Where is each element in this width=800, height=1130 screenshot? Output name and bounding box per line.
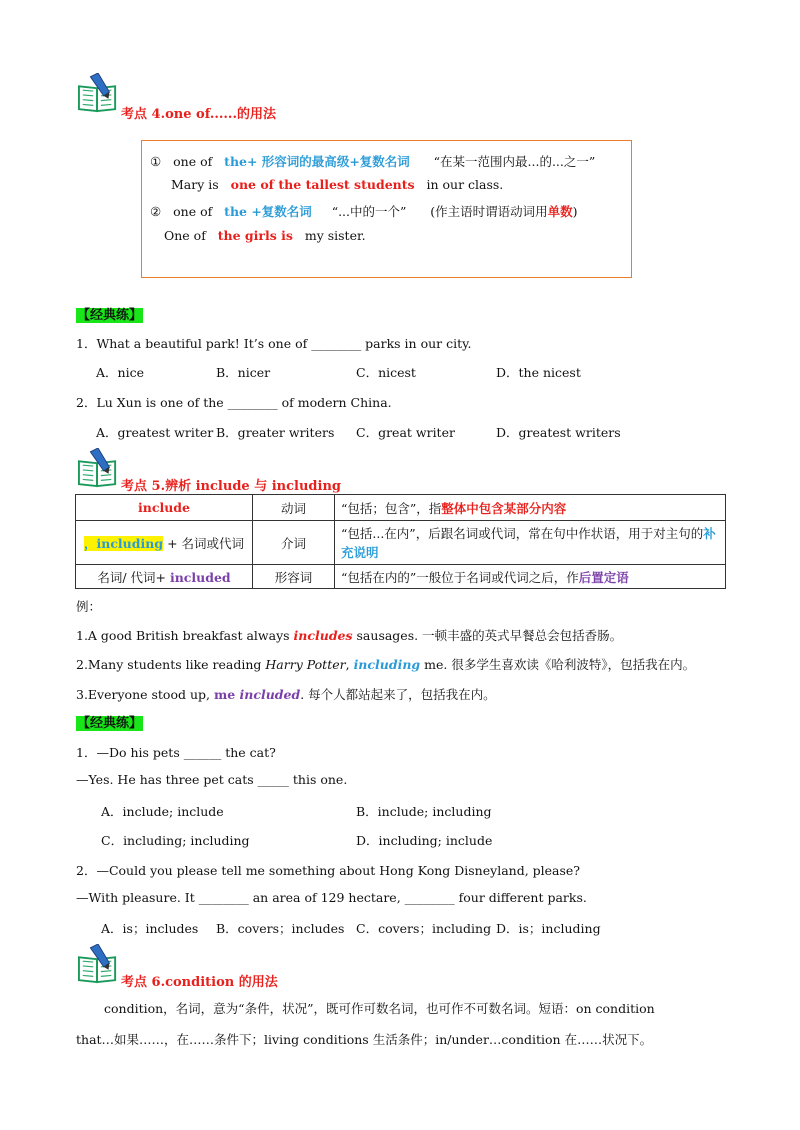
highlight-text: one of the tallest students [230, 177, 415, 192]
table-cell [76, 565, 253, 589]
table-row [76, 495, 726, 521]
cell-text: “包括在内的”一般位于名词或代词之后，作 [341, 569, 579, 585]
section-title-5: 考点 5.辨析 include 与 including [121, 479, 341, 494]
comparison-table [75, 494, 726, 589]
rule-text: the+ 形容词的最高级+复数名词 [224, 154, 410, 169]
tag-text: 【经典练】 [77, 716, 143, 731]
highlight-text: the girls is [217, 228, 293, 243]
example-2 [76, 655, 695, 673]
option-c[interactable]: C．great writer [356, 425, 455, 440]
option-d[interactable]: D．including; include [356, 833, 493, 848]
option-c[interactable]: C．nicest [356, 365, 416, 380]
option-b[interactable]: B．greater writers [216, 425, 335, 440]
example-3 [76, 685, 496, 703]
table-cell: 动词 [253, 495, 335, 521]
option-a[interactable]: A．include; include [101, 804, 224, 819]
cell-text: “包括...在内”，后跟名词或代词，常在句中作状语，用于对主句的 [341, 525, 704, 541]
text: , [345, 657, 354, 672]
text: my sister. [304, 228, 366, 243]
cell-text: + 名词或代词 [163, 535, 245, 551]
example-label: 例： [76, 599, 102, 614]
book-title: Harry Potter [265, 657, 346, 672]
table-cell [335, 565, 726, 589]
book-pencil-icon [76, 944, 120, 984]
text: One of [164, 228, 206, 243]
text: 3.Everyone stood up, [76, 687, 214, 702]
option-a[interactable]: A．nice [96, 365, 144, 380]
section-title-6: 考点 6.condition 的用法 [121, 975, 278, 990]
option-c[interactable]: C．including; including [101, 833, 250, 848]
keyword: included [239, 687, 301, 702]
table-cell [335, 495, 726, 521]
table-row [76, 565, 726, 589]
box-row-1 [150, 152, 595, 170]
row-number: ② [150, 204, 162, 219]
option-a[interactable]: A．is；includes [101, 921, 199, 936]
option-b[interactable]: B．covers；includes [216, 921, 345, 936]
section-title-4: 考点 4.one of......的用法 [121, 107, 276, 122]
tag-text: 【经典练】 [77, 308, 143, 323]
cell-text: “包括；包含”，指 [341, 500, 442, 516]
option-d[interactable]: D．is；including [496, 921, 601, 936]
option-b[interactable]: B．include; including [356, 804, 492, 819]
text: me. 很多学生喜欢读《哈利波特》，包括我在内。 [420, 657, 696, 672]
table-cell [76, 521, 253, 565]
cell-text: include [138, 500, 190, 515]
option-d[interactable]: D．greatest writers [496, 425, 621, 440]
row-number: ① [150, 154, 162, 169]
cell-text: 名词/ 代词+ [97, 569, 170, 585]
box-example-2 [164, 228, 366, 243]
highlight-text: 单数 [547, 204, 573, 219]
practice-tag [76, 304, 143, 323]
book-pencil-icon [76, 73, 120, 113]
cell-highlight: included [169, 569, 231, 585]
practice-tag [76, 712, 143, 731]
keyword: including [353, 657, 421, 672]
cell-highlight: ，including [83, 535, 164, 551]
cell-highlight: 后置定语 [578, 569, 629, 585]
text: in our class. [426, 177, 504, 192]
table-row [76, 521, 726, 565]
rule-text: the +复数名词 [224, 204, 312, 219]
question-1: 1．What a beautiful park! It’s one of ________ parks in our city. [76, 336, 472, 351]
text: one of [173, 154, 213, 169]
text: . 每个人都站起来了，包括我在内。 [300, 687, 496, 702]
text: Mary is [171, 177, 219, 192]
keyword: includes [293, 628, 353, 643]
option-c[interactable]: C．covers；including [356, 921, 492, 936]
cell-highlight: 补充说明 [341, 525, 716, 560]
question-2: 2．Lu Xun is one of the ________ of modern China. [76, 395, 392, 410]
keyword: me [213, 687, 240, 702]
question-2-reply: —With pleasure. It ________ an area of 129 hectare, ________ four different parks. [76, 890, 587, 905]
example-1 [76, 626, 622, 644]
text: 1.A good British breakfast always [76, 628, 294, 643]
question-1: 1．—Do his pets ______ the cat? [76, 745, 276, 760]
table-cell [335, 521, 726, 565]
option-d[interactable]: D．the nicest [496, 365, 581, 380]
box-example-1 [171, 177, 503, 192]
box-row-2 [150, 202, 578, 220]
question-2: 2．—Could you please tell me something about Hong Kong Disneyland, please? [76, 863, 581, 878]
note-text: (作主语时谓语动词用 [430, 204, 548, 219]
paragraph-line-2: that…如果……，在……条件下；living conditions 生活条件；in/under…condition 在……状况下。 [76, 1032, 653, 1047]
text: ) [572, 204, 578, 219]
option-a[interactable]: A．greatest writer [96, 425, 214, 440]
text: 2.Many students like reading [76, 657, 266, 672]
cell-highlight: 整体中包含某部分内容 [441, 500, 567, 516]
table-cell [76, 495, 253, 521]
text: one of [173, 204, 213, 219]
meaning-text: “...中的一个” [331, 204, 407, 219]
table-cell: 形容词 [253, 565, 335, 589]
book-pencil-icon [76, 448, 120, 488]
table-cell: 介词 [253, 521, 335, 565]
text: sausages. 一顿丰盛的英式早餐总会包括香肠。 [352, 628, 623, 643]
meaning-text: “在某一范围内最...的...之一” [433, 154, 596, 169]
paragraph-line-1: condition，名词，意为“条件，状况”，既可作可数名词，也可作不可数名词。短语：on condition [104, 1001, 655, 1016]
question-1-reply: —Yes. He has three pet cats _____ this one. [76, 772, 348, 787]
option-b[interactable]: B．nicer [216, 365, 271, 380]
